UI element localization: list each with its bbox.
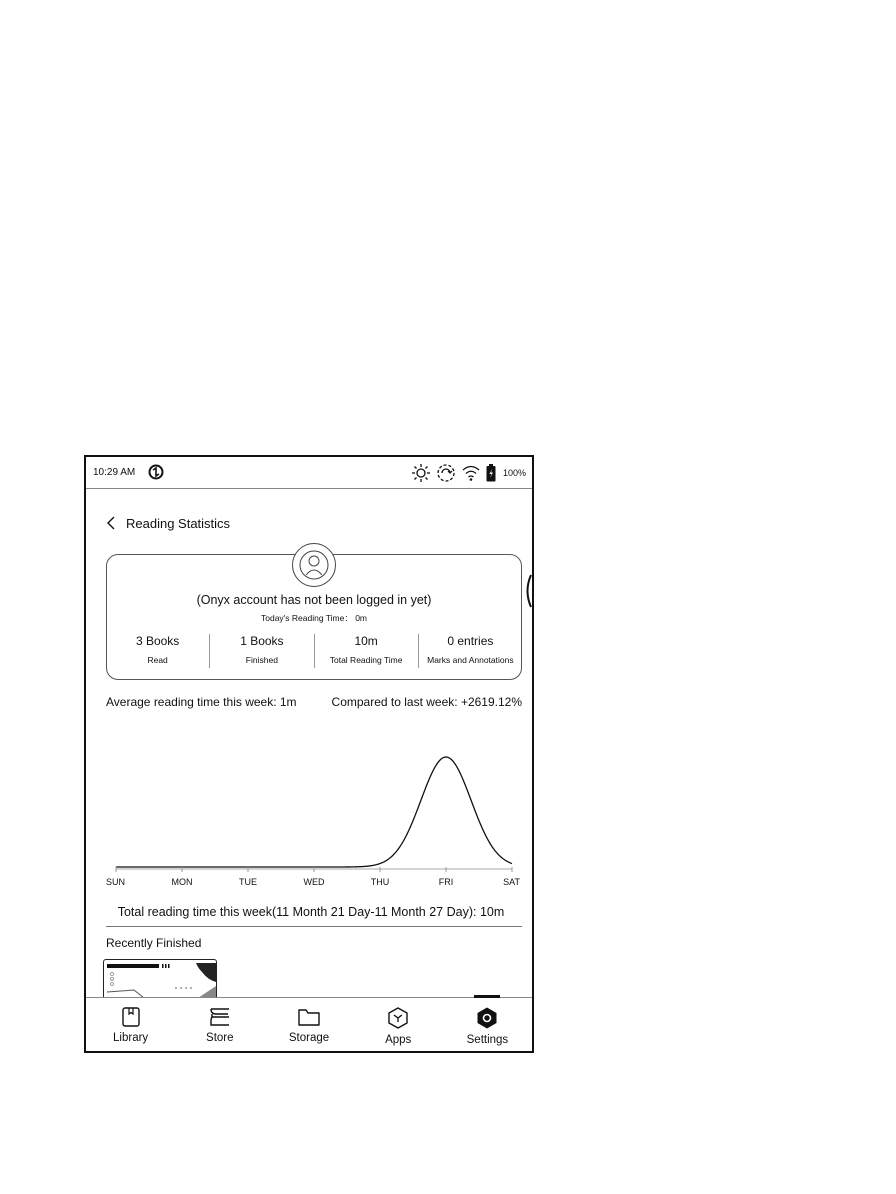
stat-label: Read — [147, 655, 168, 665]
chart-series-line — [116, 757, 512, 867]
user-avatar-icon[interactable] — [292, 543, 336, 587]
nav-library[interactable] — [86, 998, 175, 1053]
page-title: Reading Statistics — [126, 515, 231, 531]
chart-tick-label: MON — [171, 877, 193, 887]
chart-tick-label: WED — [303, 877, 325, 887]
stat-value: 1 Books — [240, 634, 284, 648]
nav-label: Settings — [466, 1034, 509, 1046]
recently-finished-title: Recently Finished — [106, 936, 202, 950]
page-header — [106, 513, 230, 533]
folder-icon — [297, 1006, 321, 1028]
status-bar — [86, 457, 532, 489]
stat-read[interactable] — [106, 634, 209, 668]
login-message[interactable]: (Onyx account has not been logged in yet) — [196, 593, 432, 607]
wifi-icon[interactable] — [461, 464, 481, 482]
nav-label: Apps — [385, 1034, 412, 1046]
book-icon — [120, 1006, 142, 1028]
total-reading-time-week: Total reading time this week(11 Month 21 Day-11 Month 27 Day): 10m — [117, 905, 505, 919]
stat-label: Total Reading Time — [329, 655, 403, 665]
nav-store[interactable] — [175, 998, 264, 1053]
stat-value: 0 entries — [447, 634, 494, 648]
weekly-average-row — [106, 695, 522, 709]
chart-tick-label: TUE — [239, 877, 257, 887]
stats-row — [106, 634, 522, 668]
nav-settings[interactable] — [443, 998, 532, 1053]
chevron-left-icon[interactable] — [106, 516, 118, 530]
divider — [106, 926, 522, 927]
stat-marks-annotations[interactable] — [418, 634, 522, 668]
nav-apps[interactable] — [354, 998, 443, 1053]
nav-label: Library — [113, 1032, 149, 1044]
stat-total-reading-time[interactable] — [314, 634, 418, 668]
active-tab-indicator — [474, 995, 500, 998]
chart-tick-label: SAT — [503, 877, 520, 887]
refresh-icon[interactable] — [436, 463, 456, 483]
chart-tick-label: FRI — [438, 877, 454, 887]
chart-tick-label: SUN — [106, 877, 126, 887]
book-cover[interactable] — [103, 959, 217, 997]
bottom-nav — [86, 997, 532, 1053]
stat-value: 3 Books — [135, 634, 180, 648]
device-screen — [84, 455, 534, 1053]
average-reading-time: Average reading time this week: 1m — [106, 695, 297, 709]
nav-label: Storage — [288, 1032, 330, 1044]
edge-swipe-icon[interactable] — [522, 573, 534, 609]
settings-icon — [475, 1006, 499, 1030]
stat-label: Marks and Annotations — [427, 655, 514, 665]
nav-label: Store — [206, 1032, 234, 1044]
stat-value: 10m — [354, 634, 378, 648]
brightness-icon[interactable] — [411, 463, 431, 483]
chart-tick-label: THU — [370, 877, 390, 887]
stat-label: Finished — [245, 655, 278, 665]
battery-percent: 100% — [502, 468, 526, 478]
compared-last-week: Compared to last week: +2619.12% — [331, 695, 522, 709]
store-icon — [208, 1006, 232, 1028]
status-time: 10:29 AM — [93, 467, 136, 478]
stat-finished[interactable] — [209, 634, 313, 668]
apps-icon — [386, 1006, 410, 1030]
onyx-sync-icon — [148, 464, 164, 480]
weekly-reading-chart — [106, 737, 522, 887]
nav-storage[interactable] — [264, 998, 353, 1053]
today-reading-time: Today's Reading Time： 0m — [260, 613, 368, 623]
battery-icon — [486, 464, 496, 482]
